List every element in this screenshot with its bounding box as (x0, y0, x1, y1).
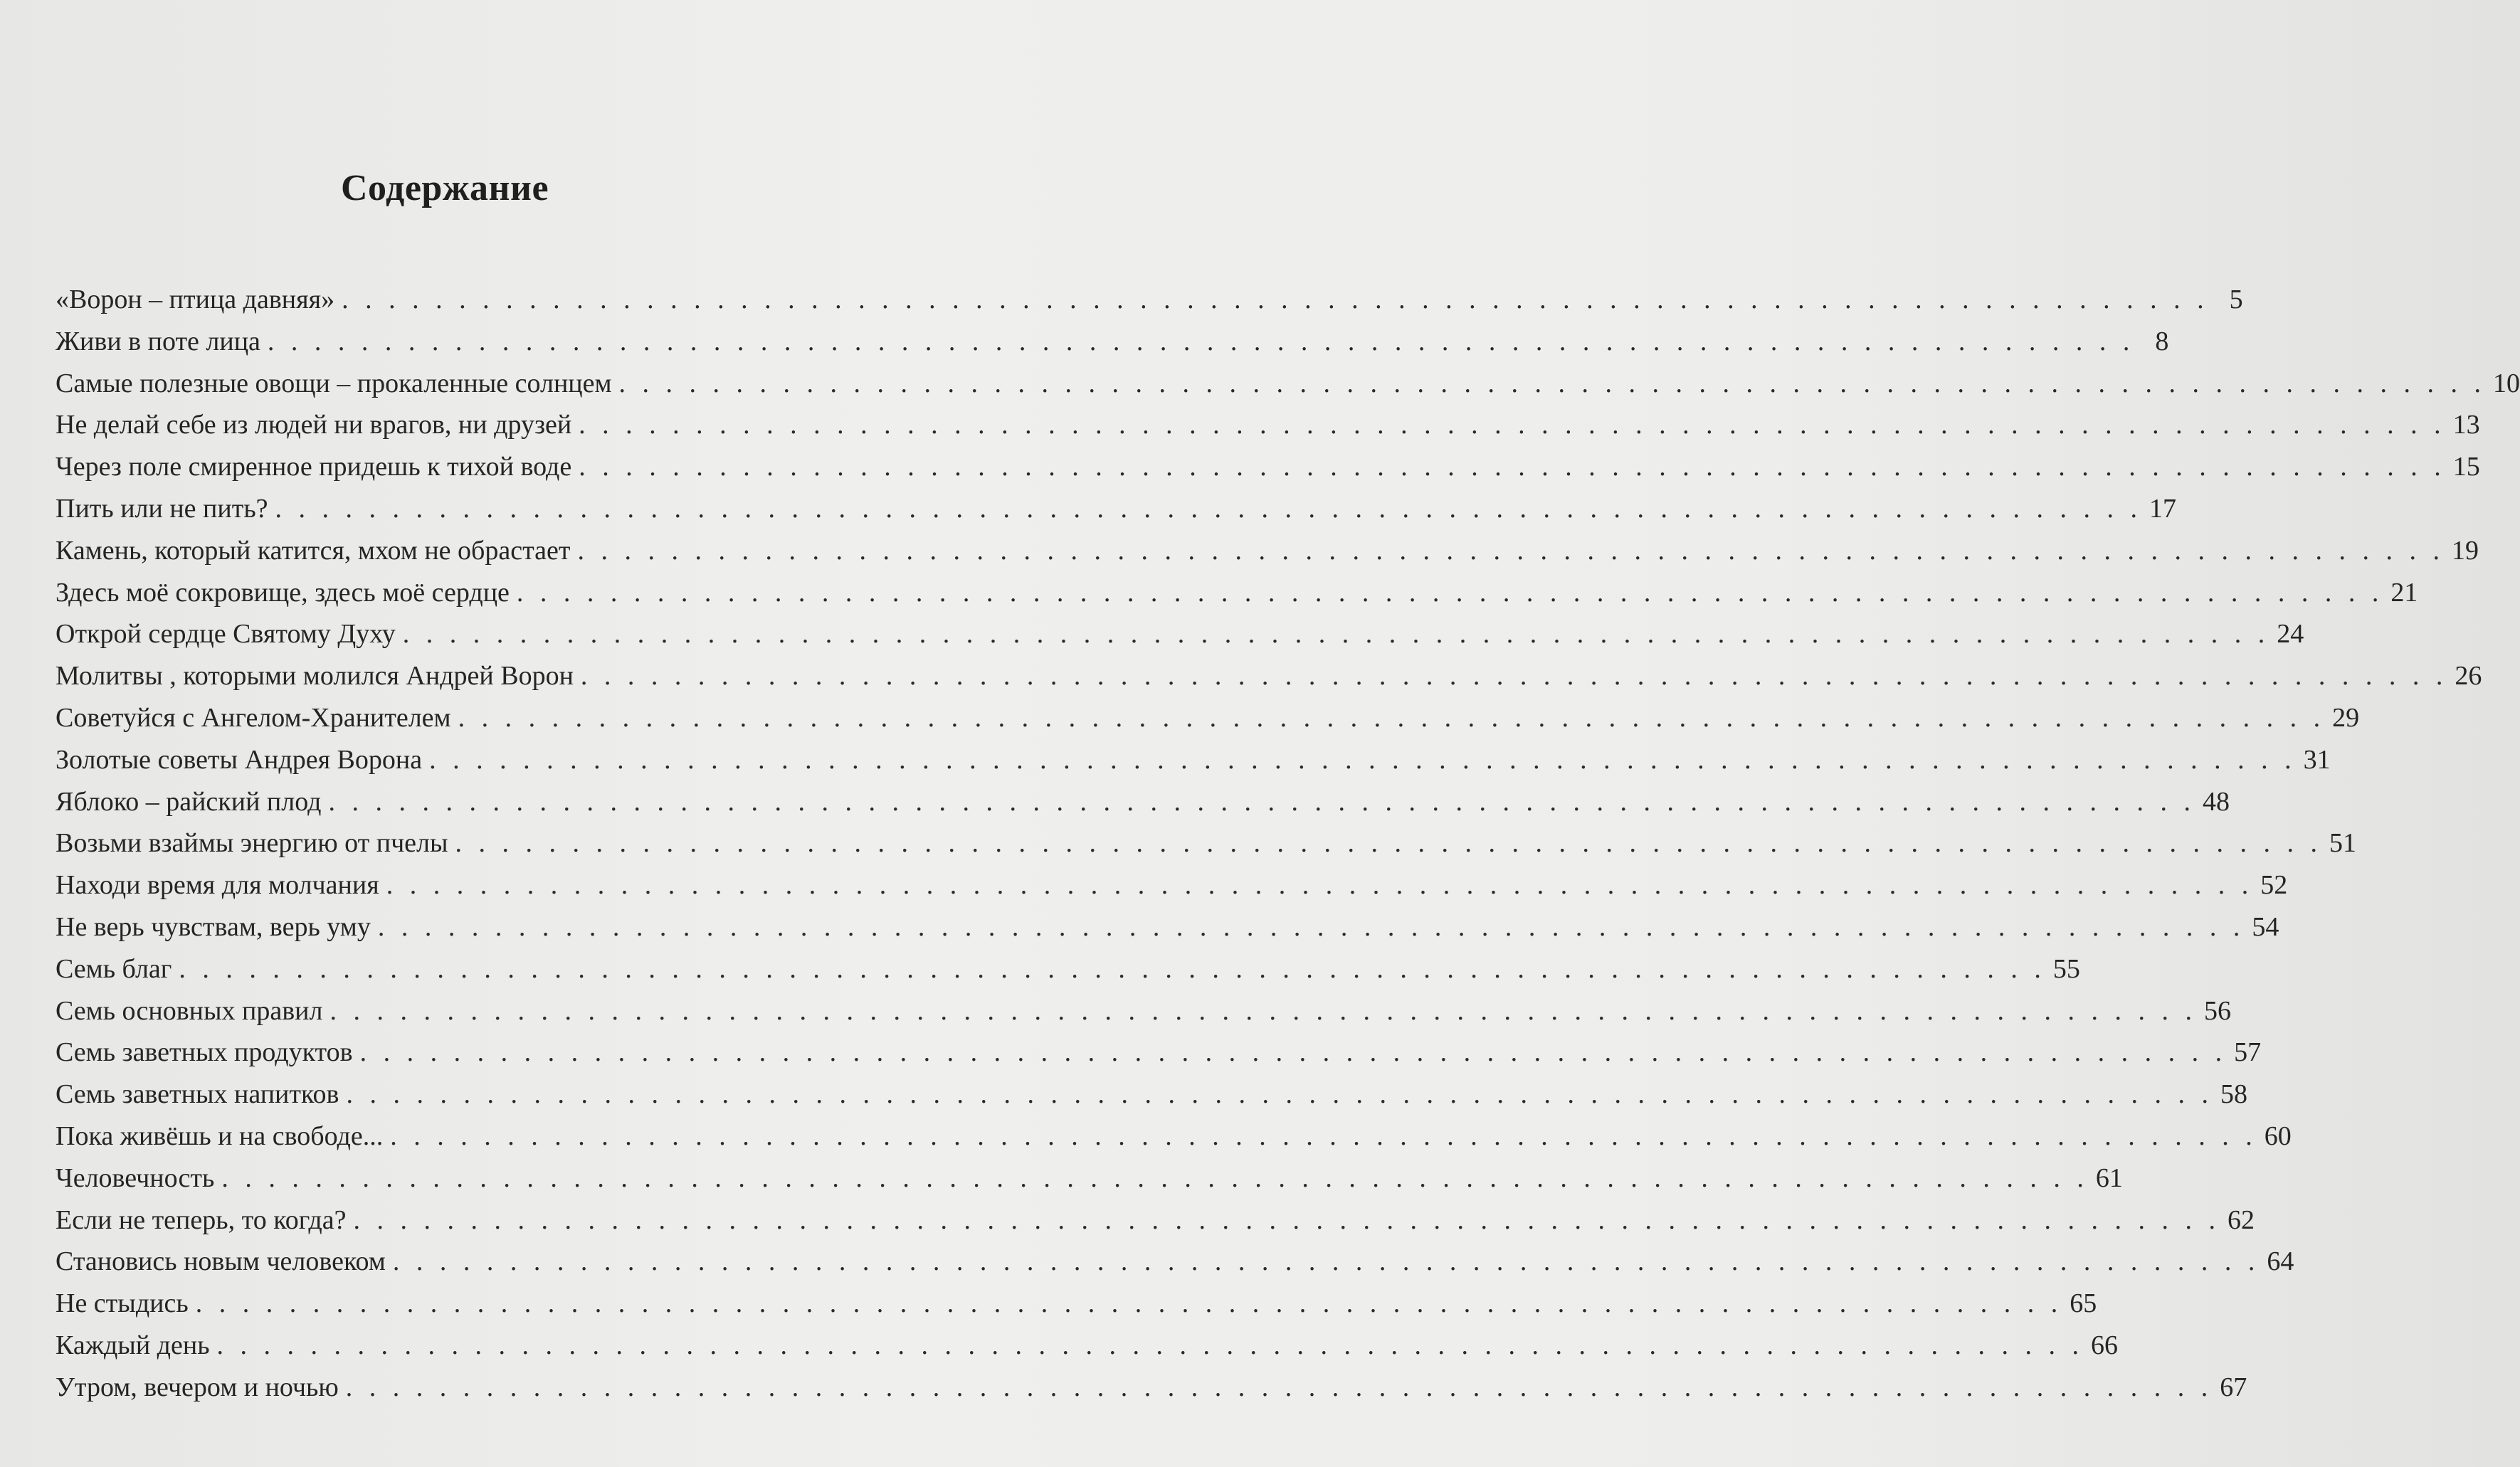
toc-entry-title: Пить или не пить? (56, 493, 268, 524)
toc-entry (56, 822, 2357, 864)
toc-entry (56, 739, 2331, 781)
toc-entry (56, 655, 2482, 697)
toc-dot-leader: . . . . . . . . . . . . . . . . . . . . . . . . . . . . . . . . . . . . . . . . . . . . . . . . . . . . . . . . . . . . . . . . . . . . . . . . . . . . . . . . (392, 1246, 2260, 1277)
toc-entry (56, 948, 2080, 990)
toc-entry-page-number: 19 (2452, 535, 2479, 566)
toc-entry (56, 1199, 2255, 1241)
toc-entry (56, 404, 2480, 446)
toc-entry-page-number: 66 (2091, 1330, 2119, 1360)
toc-dot-leader: . . . . . . . . . . . . . . . . . . . . . . . . . . . . . . . . . . . . . . . . . . . . . . . . . . . . . . . . . . . . . . . . . . . . . . . . . . . . . . . . (330, 995, 2197, 1026)
toc-entry (56, 279, 2243, 321)
toc-entry-title: Становись новым человеком (56, 1246, 386, 1277)
toc-entry (56, 990, 2231, 1032)
toc-entry-page-number: 17 (2149, 493, 2177, 524)
toc-entry (56, 446, 2480, 488)
page-title: Содержание (340, 167, 549, 208)
toc-entry-page-number: 51 (2329, 828, 2357, 859)
toc-dot-leader: . . . . . . . . . . . . . . . . . . . . . . . . . . . . . . . . . . . . . . . . . . . . . . . . . . . . . . . . . . . . . . . . . . . . . . . . . . . . . . . . (216, 1330, 2084, 1360)
toc-entry-page-number: 15 (2452, 452, 2480, 482)
toc-entry (56, 1158, 2123, 1199)
toc-dot-leader: . . . . . . . . . . . . . . . . . . . . . . . . . . . . . . . . . . . . . . . . . . . . . . . . . . . . . . . . . . . . . . . . . . . . . . . . . . . . . . . . (516, 577, 2384, 608)
toc-entry (56, 1241, 2294, 1283)
toc-dot-leader: . . . . . . . . . . . . . . . . . . . . . . . . . . . . . . . . . . . . . . . . . . . . . . . . . . . . . . . . . . . . . . . . . . . . . . . . . . . . . . . . (346, 1079, 2213, 1110)
toc-entry (56, 697, 2360, 739)
toc-entry-title: Самые полезные овощи – прокаленные солнцем (56, 368, 612, 398)
toc-entry-title: Находи время для молчания (56, 870, 379, 901)
toc-dot-leader: . . . . . . . . . . . . . . . . . . . . . . . . . . . . . . . . . . . . . . . . . . . . . . . . . . . . . . . . . . . . . . . . . . . . . . . . . . . . . . . . (179, 953, 2046, 984)
toc-entry (56, 1032, 2262, 1074)
toc-entry-title: Пока живёшь и на свободе... (56, 1121, 384, 1151)
toc-entry-title: Человечность (56, 1163, 215, 1193)
toc-entry-title: Каждый день (56, 1330, 210, 1360)
toc-entry-title: Открой сердце Святому Духу (56, 619, 396, 650)
toc-dot-leader: . . . . . . . . . . . . . . . . . . . . . . . . . . . . . . . . . . . . . . . . . . . . . . . . . . . . . . . . . . . . . . . . . . . . . . . . . . . . . . . . (328, 786, 2195, 817)
toc-entry-page-number: 54 (2252, 911, 2279, 942)
toc-entry-title: Если не теперь, то когда? (56, 1204, 347, 1235)
toc-entry-page-number: 64 (2267, 1246, 2294, 1277)
toc-entry (56, 781, 2230, 823)
toc-entry-page-number: 26 (2455, 661, 2482, 692)
toc-dot-leader: . . . . . . . . . . . . . . . . . . . . . . . . . . . . . . . . . . . . . . . . . . . . . . . . . . . . . . . . . . . . . . . . . . . . . . . . . . . . . . . . (353, 1204, 2220, 1235)
toc-entry-page-number: 21 (2390, 577, 2418, 608)
toc-entry (56, 1074, 2247, 1116)
toc-entry (56, 906, 2279, 948)
toc-entry-page-number: 67 (2220, 1372, 2247, 1402)
toc-dot-leader: . . . . . . . . . . . . . . . . . . . . . . . . . . . . . . . . . . . . . . . . . . . . . . . . . . . . . . . . . . . . . . . . . . . . . . . . . . . . . . . . (359, 1037, 2228, 1068)
toc-entry-title: Через поле смиренное придешь к тихой воде (56, 452, 572, 482)
toc-entry-title: Советуйся с Ангелом-Хранителем (56, 702, 451, 733)
toc-entry-title: Камень, который катится, мхом не обрастает (56, 535, 571, 566)
toc-dot-leader: . . . . . . . . . . . . . . . . . . . . . . . . . . . . . . . . . . . . . . . . . . . . . . . . . . . . . . . . . . . . . . . . . . . . . . . . . . . . . . . . (618, 368, 2487, 398)
toc-entry (56, 1283, 2097, 1325)
toc-entry-title: Утром, вечером и ночью (56, 1372, 339, 1402)
toc-entry (56, 321, 2169, 363)
toc-entry (56, 530, 2479, 572)
toc-dot-leader: . . . . . . . . . . . . . . . . . . . . . . . . . . . . . . . . . . . . . . . . . . . . . . . . . . . . . . . . . . . . . . . . . . . . . . . . . . . . . . . . (345, 1372, 2213, 1402)
toc-entry-page-number: 61 (2095, 1163, 2123, 1193)
toc-dot-leader: . . . . . . . . . . . . . . . . . . . . . . . . . . . . . . . . . . . . . . . . . . . . . . . . . . . . . . . . . . . . . . . . . . . . . . . . . . . . . . . . (429, 744, 2297, 775)
toc-entry-title: Молитвы , которыми молился Андрей Ворон (56, 661, 574, 692)
toc-entry-title: Яблоко – райский плод (56, 786, 322, 817)
toc-dot-leader: . . . . . . . . . . . . . . . . . . . . . . . . . . . . . . . . . . . . . . . . . . . . . . . . . . . . . . . . . . . . . . . . . . . . . . . . . . . . . . . . (221, 1163, 2089, 1193)
toc-entry-page-number: 57 (2234, 1037, 2262, 1068)
toc-entry (56, 572, 2418, 614)
toc-entry-page-number: 65 (2070, 1288, 2097, 1319)
toc-dot-leader: . . . . . . . . . . . . . . . . . . . . . . . . . . . . . . . . . . . . . . . . . . . . . . . . . . . . . . . . . . . . . . . . . . . . . . . . . . . . . . . . (579, 452, 2446, 482)
toc-entry-page-number: 29 (2332, 702, 2360, 733)
toc-entry (56, 864, 2288, 906)
table-of-contents (56, 279, 2520, 1409)
toc-dot-leader: . . . . . . . . . . . . . . . . . . . . . . . . . . . . . . . . . . . . . . . . . . . . . . . . . . . . . . . . . . . . . . . . . . . . . . . . . . . . . . . . (455, 828, 2323, 859)
toc-entry-page-number: 8 (2155, 326, 2169, 356)
toc-dot-leader: . . . . . . . . . . . . . . . . . . . . . . . . . . . . . . . . . . . . . . . . . . . . . . . . . . . . . . . . . . . . . . . . . . . . . . . . . . . . . . . . (580, 661, 2448, 692)
toc-entry-page-number: 52 (2260, 870, 2288, 901)
toc-entry-title: Возьми взаймы энергию от пчелы (56, 828, 448, 859)
toc-entry-title: Живи в поте лица (56, 326, 260, 356)
toc-dot-leader: . . . . . . . . . . . . . . . . . . . . . . . . . . . . . . . . . . . . . . . . . . . . . . . . . . . . . . . . . . . . . . . . . . . . . . . . . . . . . . . . (267, 326, 2135, 356)
toc-dot-leader: . . . . . . . . . . . . . . . . . . . . . . . . . . . . . . . . . . . . . . . . . . . . . . . . . . . . . . . . . . . . . . . . . . . . . . . . . . . . . . . . (390, 1121, 2257, 1151)
toc-dot-leader: . . . . . . . . . . . . . . . . . . . . . . . . . . . . . . . . . . . . . . . . . . . . . . . . . . . . . . . . . . . . . . . . . . . . . . . . . . . . . . . . (275, 493, 2143, 524)
toc-entry-title: Семь благ (56, 953, 172, 984)
toc-entry-page-number: 62 (2227, 1204, 2255, 1235)
toc-entry-title: Не делай себе из людей ни врагов, ни друзей (56, 410, 572, 440)
toc-entry-page-number: 55 (2052, 953, 2080, 984)
toc-dot-leader: . . . . . . . . . . . . . . . . . . . . . . . . . . . . . . . . . . . . . . . . . . . . . . . . . . . . . . . . . . . . . . . . . . . . . . . . . . . . . . . . (377, 911, 2245, 942)
toc-entry-title: Семь заветных напитков (56, 1079, 339, 1110)
toc-entry (56, 613, 2304, 655)
toc-entry-title: Золотые советы Андрея Ворона (56, 744, 423, 775)
toc-entry-page-number: 31 (2303, 744, 2331, 775)
toc-entry (56, 1367, 2247, 1409)
toc-entry-page-number: 48 (2202, 786, 2230, 817)
toc-dot-leader: . . . . . . . . . . . . . . . . . . . . . . . . . . . . . . . . . . . . . . . . . . . . . . . . . . . . . . . . . . . . . . . . . . . . . . . . . . . . . . . . (402, 619, 2270, 650)
toc-entry-page-number: 60 (2264, 1121, 2292, 1151)
toc-entry-page-number: 56 (2203, 995, 2231, 1026)
toc-dot-leader: . . . . . . . . . . . . . . . . . . . . . . . . . . . . . . . . . . . . . . . . . . . . . . . . . . . . . . . . . . . . . . . . . . . . . . . . . . . . . . . . (579, 410, 2446, 440)
toc-entry-title: Не верь чувствам, верь уму (56, 911, 371, 942)
toc-entry-page-number: 24 (2277, 619, 2304, 650)
toc-entry-title: Семь заветных продуктов (56, 1037, 353, 1068)
toc-dot-leader: . . . . . . . . . . . . . . . . . . . . . . . . . . . . . . . . . . . . . . . . . . . . . . . . . . . . . . . . . . . . . . . . . . . . . . . . . . . . . . . . (458, 702, 2326, 733)
toc-entry-page-number: 58 (2220, 1079, 2247, 1110)
toc-entry (56, 363, 2520, 405)
toc-entry-page-number: 5 (2229, 285, 2243, 314)
toc-entry-title: Семь основных правил (56, 995, 323, 1026)
toc-dot-leader: . . . . . . . . . . . . . . . . . . . . . . . . . . . . . . . . . . . . . . . . . . . . . . . . . . . . . . . . . . . . . . . . . . . . . . . . . . . . . . . . (386, 870, 2254, 901)
toc-entry (56, 1116, 2292, 1158)
toc-dot-leader: . . . . . . . . . . . . . . . . . . . . . . . . . . . . . . . . . . . . . . . . . . . . . . . . . . . . . . . . . . . . . . . . . . . . . . . . . . . . . . . . (195, 1288, 2063, 1319)
toc-entry (56, 488, 2177, 530)
toc-entry-title: Не стыдись (56, 1288, 189, 1319)
toc-dot-leader: . . . . . . . . . . . . . . . . . . . . . . . . . . . . . . . . . . . . . . . . . . . . . . . . . . . . . . . . . . . . . . . . . . . . . . . . . . . . . . . . (577, 535, 2445, 566)
toc-entry-title: Здесь моё сокровище, здесь моё сердце (56, 577, 510, 608)
toc-dot-leader: . . . . . . . . . . . . . . . . . . . . . . . . . . . . . . . . . . . . . . . . . . . . . . . . . . . . . . . . . . . . . . . . . . . . . . . . . . . . . . . . (342, 285, 2209, 314)
toc-entry (56, 1325, 2119, 1367)
toc-entry-page-number: 10 (2493, 368, 2520, 398)
toc-entry-title: «Ворон – птица давняя» (56, 285, 335, 314)
toc-entry-page-number: 13 (2452, 410, 2480, 440)
